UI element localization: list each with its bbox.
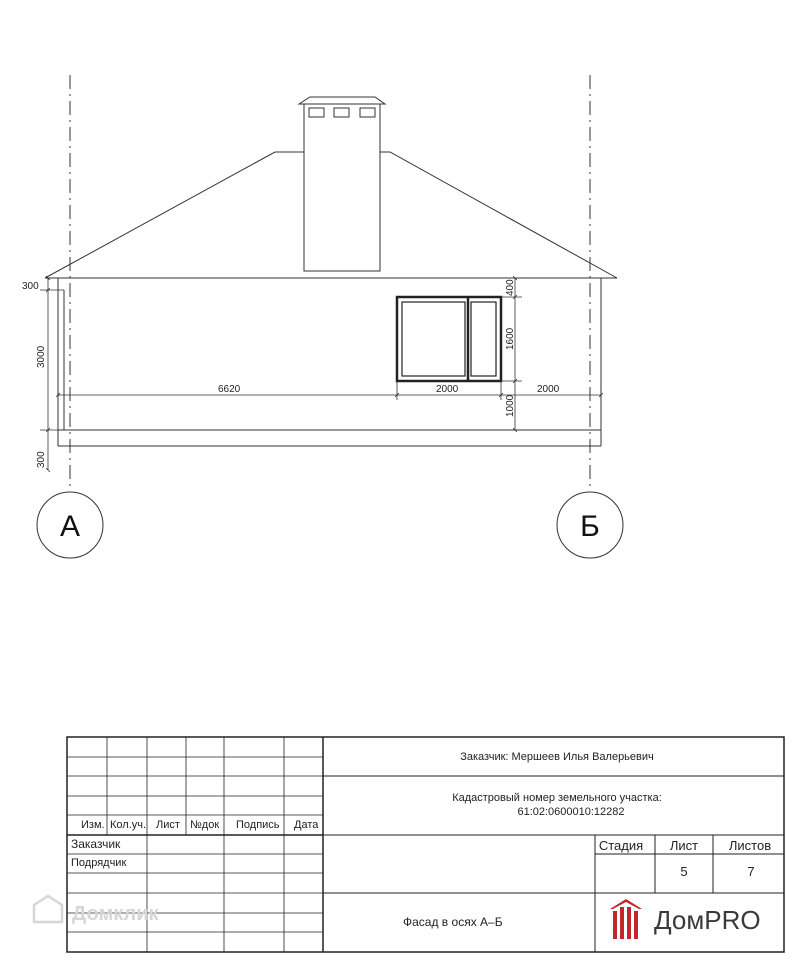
logo-mark-icon [610, 899, 642, 939]
window-pane-right [471, 302, 496, 376]
axis-label-a: А [59, 510, 81, 543]
tb-col-data: Дата [294, 819, 319, 831]
tb-customer-line: Заказчик: Мершеев Илья Валерьевич [460, 751, 654, 763]
tb-drawing-title: Фасад в осях А–Б [403, 915, 503, 929]
dimension-lines [40, 278, 601, 470]
tb-cadastral-label: Кадастровый номер земельного участка: [452, 792, 662, 804]
dim-wall-height: 3000 [36, 345, 47, 368]
chimney-body [304, 104, 380, 271]
window [397, 297, 501, 381]
walls [58, 278, 601, 446]
tb-stage-label: Стадия [598, 838, 644, 853]
roof-right-slope [380, 152, 617, 278]
dim-length-right: 2000 [537, 384, 560, 395]
tb-col-list: Лист [156, 819, 180, 831]
tb-col-izm: Изм. [81, 819, 105, 831]
logo-text [654, 905, 761, 935]
dim-length-left: 6620 [218, 384, 241, 395]
dim-window-width: 2000 [436, 384, 459, 395]
chimney-vent-3 [360, 108, 375, 117]
roof-left-slope [45, 152, 304, 278]
dim-window-height: 1600 [505, 327, 516, 350]
tb-role-contractor: Подрядчик [71, 857, 127, 869]
chimney-cap [299, 97, 385, 104]
tb-col-ndok: №док [190, 819, 220, 831]
logo-text-pro: PRO [704, 905, 761, 935]
tb-sheets-value: 7 [747, 864, 755, 879]
chimney [299, 97, 385, 271]
dim-window-top: 400 [505, 279, 516, 296]
window-frame [397, 297, 501, 381]
window-pane-left [402, 302, 465, 376]
tb-sheets-label: Листов [728, 838, 772, 853]
axis-label-b: Б [580, 510, 600, 543]
chimney-vent-1 [309, 108, 324, 117]
dompro-logo [610, 899, 761, 939]
dim-plinth: 300 [36, 451, 47, 468]
tb-col-kol: Кол.уч. [110, 819, 147, 831]
tb-sheet-value: 5 [680, 864, 688, 879]
dim-sill-height: 1000 [505, 394, 516, 417]
tb-sheet-label: Лист [669, 838, 699, 853]
axis-marker-b [557, 492, 623, 558]
logo-text-dom: Дом [654, 905, 705, 935]
tb-cadastral-number: 61:02:0600010:12282 [517, 806, 625, 818]
axis-marker-a [37, 492, 103, 558]
tb-role-customer: Заказчик [71, 837, 121, 851]
watermark-text: Домклик [72, 903, 159, 925]
watermark-house-icon [34, 896, 62, 922]
tb-col-podpis: Подпись [236, 819, 280, 831]
watermark [34, 896, 159, 925]
dim-overhang-top: 300 [22, 281, 39, 292]
chimney-vent-2 [334, 108, 349, 117]
